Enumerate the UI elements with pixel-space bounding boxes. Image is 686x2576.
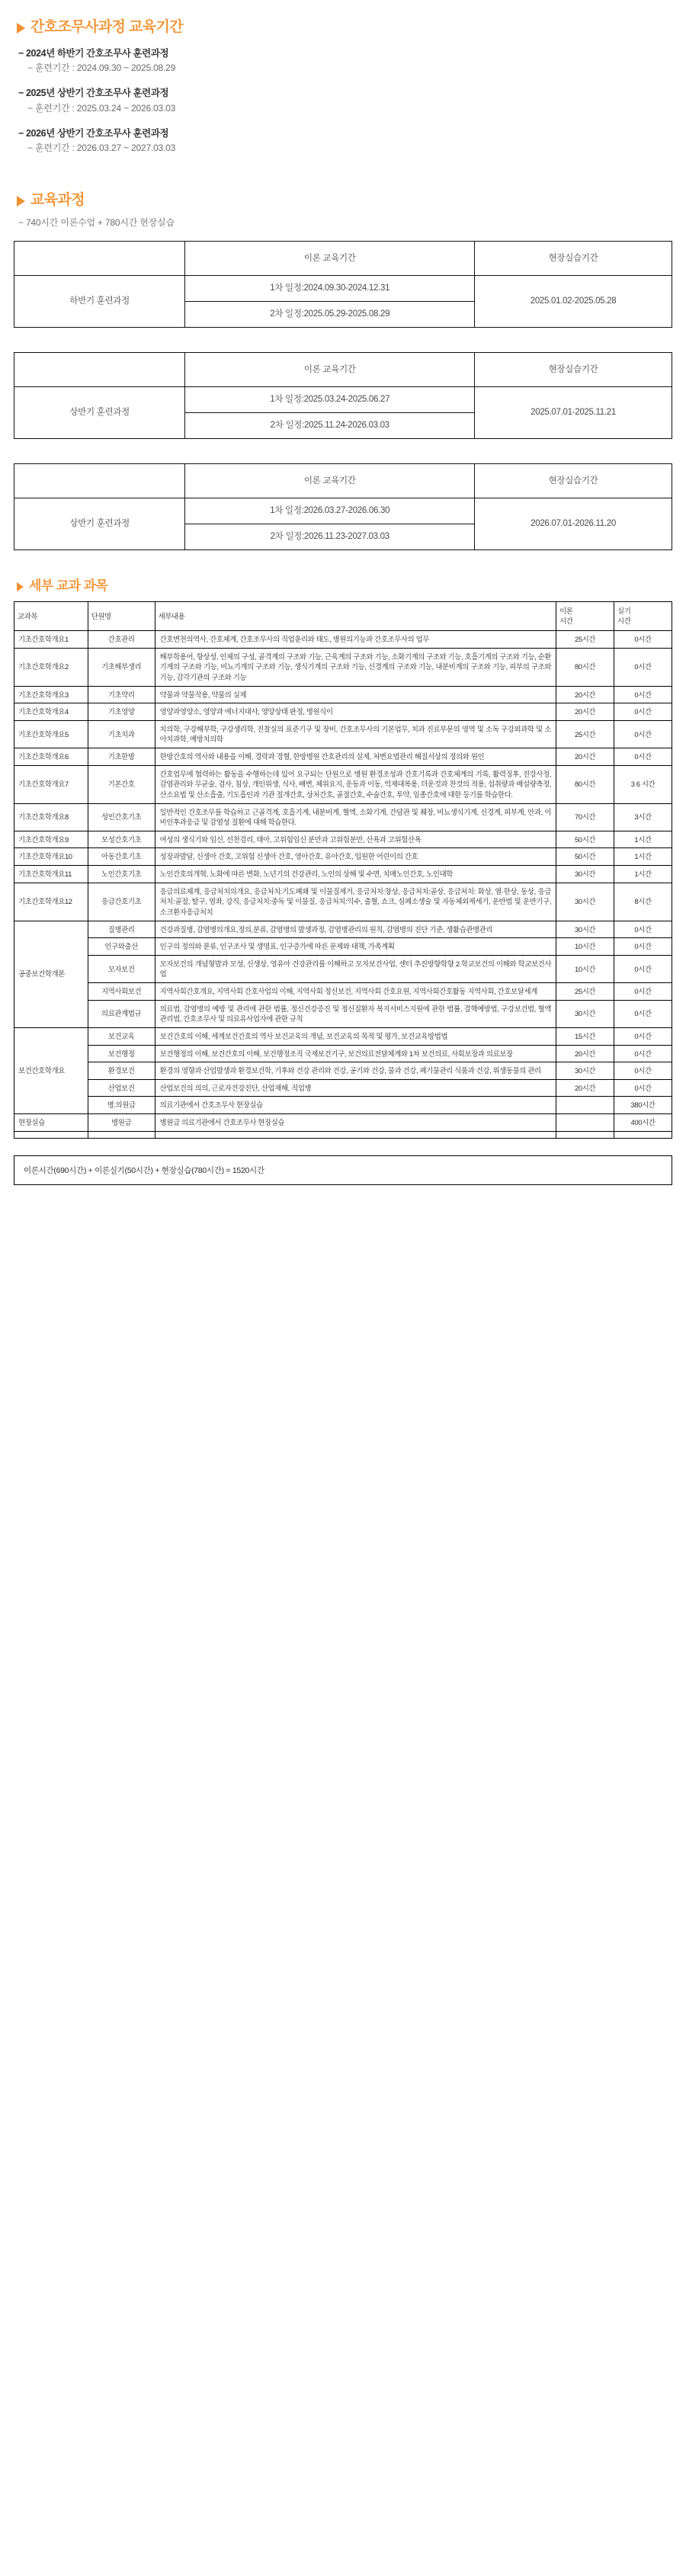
spacer (14, 564, 672, 579)
field-schedule: 2025.01.02-2025.05.28 (475, 276, 672, 328)
cell-subject: 기초간호학개요7 (14, 765, 88, 803)
column-header-field: 현장실습기간 (475, 464, 672, 498)
cell-unit: 기초약리 (88, 686, 155, 703)
table-row (14, 276, 672, 302)
cell-theory-hours: 25시간 (556, 983, 614, 1001)
field-schedule: 2025.07.01-2025.11.21 (475, 387, 672, 439)
table-row (14, 1131, 672, 1138)
section-title-curriculum: 교육과정 (30, 191, 85, 208)
section-title-subjects: 세부 교과 과목 (29, 578, 108, 594)
section-header-subjects (17, 579, 672, 594)
theory-schedule-2: 2차 일정:2025.11.24-2026.03.03 (185, 413, 475, 439)
cell-practice-hours: 400시간 (614, 1114, 672, 1132)
cell-practice-hours: 8시간 (614, 883, 672, 921)
column-header-subject: 교과목 (14, 601, 88, 630)
row-label: 하반기 훈련과정 (14, 276, 185, 328)
column-header-field: 현장실습기간 (475, 242, 672, 276)
triangle-bullet-icon (17, 582, 24, 591)
cell-practice-hours: 0시간 (614, 1045, 672, 1062)
cell-unit: 기본간호 (88, 765, 155, 803)
cell-subject: 기초간호학개요4 (14, 703, 88, 721)
cell-detail: 간호업무에 협력하는 활동을 수행하는데 있어 요구되는 단원으로 병원 환경조성과 간호기록과 간호체계의 기록, 활력징후, 진강사정, 감염관리와 무균술, 검사, 침상, 개인위생, 식사, 배변, 체위요지, 운동과 이동, 억제대복용, 더운것과 찬것의 적용, 섭취량과 배설량측정, 산소요법 및 산소흡출, 기도흡인과 기관 절개간호, 상처간호, 골절간호, 수술간호, 투약, 임종간호에 대한 등기를 학습한다. (155, 765, 556, 803)
cell-practice-hours: 0시간 (614, 983, 672, 1001)
cell-detail: 영양과영양소, 영양과 에너지대사, 영양상태 판정, 병원식이 (155, 703, 556, 721)
cell-subject: 기초간호학개요12 (14, 883, 88, 921)
cell-theory-hours: 10시간 (556, 955, 614, 982)
column-header-theory: 이론 교육기간 (185, 353, 475, 387)
cell-detail: 인구의 정의와 분류, 인구조사 및 생명표, 인구증가에 따른 문제와 대책, 가족계획 (155, 938, 556, 956)
theory-schedule-1: 1차 일정:2026.03.27-2026.06.30 (185, 498, 475, 524)
cell-subject: 기초간호학개요10 (14, 848, 88, 866)
schedule-table-3 (14, 463, 672, 550)
cell-unit: 지역사회보건 (88, 983, 155, 1001)
cell-subject (14, 1131, 88, 1138)
cell-theory-hours (556, 1114, 614, 1132)
cell-theory-hours: 30시간 (556, 883, 614, 921)
cell-unit: 모성간호기초 (88, 831, 155, 848)
cell-theory-hours (556, 1097, 614, 1114)
course-block-2024 (18, 46, 672, 76)
cell-detail: 의료법, 감염병의 예방 및 관리에 관한 법률, 정신건강증진 및 정신질환자 복지서비스지원에 관한 법률, 결핵예방법, 구강보건법, 혈액관리법, 간호조무사 및 의료유사업자에 관한 규칙 (155, 1000, 556, 1027)
table-row (14, 1062, 672, 1080)
cell-theory-hours: 50시간 (556, 831, 614, 848)
course-period: − 훈련기간 : 2025.03.24 ~ 2026.03.03 (27, 102, 176, 114)
table-row (14, 703, 672, 721)
column-header-detail: 세부내용 (155, 601, 556, 630)
cell-unit: 기초치과 (88, 720, 155, 748)
cell-detail: 약물과 약물작용, 약물의 실제 (155, 686, 556, 703)
cell-practice-hours: 0시간 (614, 1000, 672, 1027)
cell-unit: 보건행정 (88, 1045, 155, 1062)
course-period-text: 훈련기간 : 2026.03.27 ~ 2027.03.03 (34, 143, 176, 154)
cell-theory-hours: 30시간 (556, 866, 614, 883)
schedule-table-1 (14, 241, 672, 328)
cell-practice-hours: 0시간 (614, 921, 672, 938)
theory-schedule-1: 1차 일정:2025.03.24-2025.06.27 (185, 387, 475, 413)
cell-detail: 일반적인 간호조무를 학습하고 근골격계, 호흡기계, 내분비계, 혈액, 소화기계, 간담관 및 췌장, 비뇨생식기계, 신경계, 피부계, 안과, 이비인후과응급 및 감염성 질환에 대해 학습한다. (155, 803, 556, 831)
cell-subject: 기초간호학개요3 (14, 686, 88, 703)
schedule-table-2 (14, 352, 672, 439)
table-row (14, 1000, 672, 1027)
course-name-text: 2024년 하반기 간호조무사 훈련과정 (25, 47, 169, 59)
section-header-period (17, 20, 672, 36)
table-row (14, 955, 672, 982)
subjects-table (14, 601, 672, 1139)
cell-detail: 해부학용어, 항상성, 인체의 구성, 골격계의 구조와 기능, 근육계의 구조와 기능, 소화기계의 구조와 기능, 호흡기계의 구조와 기능, 순환기계의 구조와 기능, 비뇨기계의 구조와 기능, 생식기계의 구조와 기능, 신경계의 구조와 기능, 내분비계의 구조와 기능, 피부의 구조와 기능, 감각기관의 구조와 기능 (155, 648, 556, 686)
cell-theory-hours: 20시간 (556, 1079, 614, 1097)
table-header-row (14, 464, 672, 498)
cell-detail: 지역사회간호개요, 지역사회 간호사업의 이해, 지역사회 정신보건, 지역사회 간호요원, 지역사회간호활동 지역사회, 간호보달세계 (155, 983, 556, 1001)
course-block-2026 (18, 127, 672, 156)
table-row (14, 1097, 672, 1114)
cell-unit: 기초한방 (88, 748, 155, 766)
cell-practice-hours: 0시간 (614, 703, 672, 721)
corner-cell (14, 353, 185, 387)
row-label: 상반기 훈련과정 (14, 498, 185, 550)
cell-subject: 기초간호학개요2 (14, 648, 88, 686)
table-row (14, 387, 672, 413)
cell-detail: 보건행정의 이해, 보건간호의 이해, 보건행정조직 국제보건기구, 보건의료전달체계와 1차 보건의료, 사회보장과 의료보장 (155, 1045, 556, 1062)
table-header-row (14, 242, 672, 276)
cell-theory-hours: 70시간 (556, 803, 614, 831)
cell-detail: 의료기관에서 간호조무사 현장실습 (155, 1097, 556, 1114)
cell-theory-hours: 15시간 (556, 1027, 614, 1045)
course-block-2025 (18, 86, 672, 116)
cell-detail: 모자보건의 개념형발과 모성, 신생상, 영유아 건강관리를 이해하고 모자보건사업, 센터 추진방향학향 2.학교보건의 이해와 학교보건사업 (155, 955, 556, 982)
table-row (14, 848, 672, 866)
cell-unit: 기초해부생리 (88, 648, 155, 686)
cell-practice-hours: 0시간 (614, 748, 672, 766)
cell-unit: 환경보건 (88, 1062, 155, 1080)
cell-unit: 노인간호기초 (88, 866, 155, 883)
cell-practice-hours: 0시간 (614, 938, 672, 956)
cell-practice-hours: 380시간 (614, 1097, 672, 1114)
cell-unit: 아동간호기초 (88, 848, 155, 866)
theory-schedule-2: 2차 일정:2025.05.29-2025.08.29 (185, 302, 475, 328)
cell-practice-hours: 1시간 (614, 866, 672, 883)
column-header-theory: 이론 교육기간 (185, 464, 475, 498)
cell-unit: 응급간호기초 (88, 883, 155, 921)
cell-detail (155, 1131, 556, 1138)
cell-unit (88, 1131, 155, 1138)
cell-practice-hours: 0시간 (614, 686, 672, 703)
corner-cell (14, 242, 185, 276)
cell-practice-hours: 1시간 (614, 831, 672, 848)
cell-detail: 산업보건의 의의, 근로자건강진단, 산업재해, 직업병 (155, 1079, 556, 1097)
cell-unit: 질병관리 (88, 921, 155, 938)
course-period-text: 훈련기간 : 2025.03.24 ~ 2026.03.03 (34, 102, 176, 114)
cell-subject: 기초간호학개요8 (14, 803, 88, 831)
curriculum-note-text: 740시간 이론수업 + 780시간 현장실습 (25, 217, 175, 229)
cell-unit: 보건교육 (88, 1027, 155, 1045)
theory-schedule-2: 2차 일정:2026.11.23-2027.03.03 (185, 524, 475, 550)
cell-practice-hours: 0시간 (614, 648, 672, 686)
cell-theory-hours: 20시간 (556, 748, 614, 766)
course-name: − 2026년 상반기 간호조무사 훈련과정 (18, 128, 169, 139)
course-name: − 2024년 하반기 간호조무사 훈련과정 (18, 47, 169, 59)
table-row (14, 803, 672, 831)
table-row (14, 686, 672, 703)
cell-theory-hours: 10시간 (556, 938, 614, 956)
triangle-bullet-icon (17, 23, 25, 34)
table-row (14, 866, 672, 883)
column-header-theory: 이론 교육기간 (185, 242, 475, 276)
cell-subject: 기초간호학개요1 (14, 631, 88, 649)
theory-schedule-1: 1차 일정:2024.09.30-2024.12.31 (185, 276, 475, 302)
cell-unit: 기초영양 (88, 703, 155, 721)
cell-detail: 병원급 의료기관에서 간호조무사 현장실습 (155, 1114, 556, 1132)
course-name-text: 2025년 상반기 간호조무사 훈련과정 (25, 88, 169, 99)
row-label: 상반기 훈련과정 (14, 387, 185, 439)
cell-theory-hours: 20시간 (556, 703, 614, 721)
total-hours-summary: 이론시간(690시간) + 이론실기(50시간) + 현장실습(780시간) = 1520시간 (14, 1155, 672, 1185)
cell-practice-hours: 0시간 (614, 1079, 672, 1097)
cell-subject: 공중보건학개론 (14, 921, 88, 1027)
document-page (0, 0, 686, 1208)
table-row (14, 1027, 672, 1045)
field-schedule: 2026.07.01-2026.11.20 (475, 498, 672, 550)
cell-unit: 간호관리 (88, 631, 155, 649)
table-row (14, 648, 672, 686)
cell-theory-hours: 80시간 (556, 648, 614, 686)
course-name-text: 2026년 상반기 간호조무사 훈련과정 (25, 128, 169, 139)
cell-subject: 기초간호학개요11 (14, 866, 88, 883)
cell-theory-hours (556, 1131, 614, 1138)
cell-subject: 기초간호학개요6 (14, 748, 88, 766)
cell-theory-hours: 20시간 (556, 1045, 614, 1062)
cell-practice-hours: 0시간 (614, 720, 672, 748)
cell-practice-hours: 0시간 (614, 1027, 672, 1045)
cell-practice-hours: 0시간 (614, 631, 672, 649)
cell-detail: 응급의료체계, 응급처치의개요, 응급처치:기도폐쇄 및 이물질제거, 응급처치:창상, 응급처치:골상, 응급처치: 화상, 열·한상, 동상, 응급처치:골절, 탈구, 염좌, 강직, 응급처치:중독 및 이물질, 응급처치:익수, 출혈, 쇼크, 심폐소생술 및 자동체외제세기, 운반법 및 운반기구, 소크환자응급처치 (155, 883, 556, 921)
section-header-curriculum-overview (17, 193, 672, 209)
cell-theory-hours: 80시간 (556, 765, 614, 803)
cell-theory-hours: 25시간 (556, 631, 614, 649)
cell-detail: 보건간호의 이해, 세계보건간호의 역사 보건교육의 개념, 보건교육의 목적 및 평가, 보건교육방법법 (155, 1027, 556, 1045)
cell-detail: 치의학, 구강해부학, 구강생리학, 진찰실의 표준기구 및 장비, 간호조무사의 기본업무, 치과 진료부문의 영역 및 소독 구강외과학 및 소아치과학, 예방치의학 (155, 720, 556, 748)
column-header-unit: 단원명 (88, 601, 155, 630)
cell-unit: 의료관계법규 (88, 1000, 155, 1027)
cell-unit: 인구와출산 (88, 938, 155, 956)
course-period-text: 훈련기간 : 2024.09.30 ~ 2025.08.29 (34, 62, 176, 74)
table-row (14, 1079, 672, 1097)
table-row (14, 831, 672, 848)
table-row (14, 720, 672, 748)
cell-practice-hours: 1시간 (614, 848, 672, 866)
cell-unit: 모자보건 (88, 955, 155, 982)
cell-practice-hours: 3시간 (614, 803, 672, 831)
table-row (14, 748, 672, 766)
cell-theory-hours: 25시간 (556, 720, 614, 748)
spacer (14, 341, 672, 352)
table-row (14, 938, 672, 956)
cell-theory-hours: 30시간 (556, 921, 614, 938)
curriculum-note: − 740시간 이론수업 + 780시간 현장실습 (18, 217, 175, 229)
cell-subject: 기초간호학개요5 (14, 720, 88, 748)
table-row (14, 765, 672, 803)
course-period: − 훈련기간 : 2024.09.30 ~ 2025.08.29 (27, 62, 176, 74)
cell-subject: 보건간호학개요 (14, 1027, 88, 1113)
page-title: 간호조무사과정 교육기간 (30, 19, 183, 35)
cell-unit: 산업보건 (88, 1079, 155, 1097)
table-row (14, 983, 672, 1001)
table-row (14, 921, 672, 938)
course-period: − 훈련기간 : 2026.03.27 ~ 2027.03.03 (27, 143, 176, 154)
cell-detail: 환경의 영향과 산업발생과 환경보건학, 기후와 건강 관리와 건강, 공기와 건강, 물과 건강, 폐기물관리 식품과 건강, 위생동물의 관리 (155, 1062, 556, 1080)
table-row (14, 631, 672, 649)
cell-practice-hours (614, 1131, 672, 1138)
cell-practice-hours: 3 6 시간 (614, 765, 672, 803)
course-name: − 2025년 상반기 간호조무사 훈련과정 (18, 88, 169, 99)
cell-unit: 병원급 (88, 1114, 155, 1132)
table-header-row (14, 601, 672, 630)
cell-unit: 병.의원급 (88, 1097, 155, 1114)
cell-detail: 간호변천의역사, 간호체계, 간호조무사의 직업윤리와 태도, 병원의기능과 간호조무사의 업무 (155, 631, 556, 649)
corner-cell (14, 464, 185, 498)
triangle-bullet-icon (17, 196, 25, 207)
cell-detail: 성장과발달, 신생아 간호, 고위험 신생아 간호, 영아간호, 유아간호, 입원한 어린이의 간호 (155, 848, 556, 866)
column-header-theory-hours: 이론 시간 (556, 601, 614, 630)
cell-detail: 건강과질병, 감염병의개요,정의,분류, 감염병의 발생과정, 감염병관리의 원칙, 감염병의 진단 기준, 생활습관병관리 (155, 921, 556, 938)
spacer (14, 167, 672, 193)
table-row (14, 1045, 672, 1062)
cell-theory-hours: 20시간 (556, 686, 614, 703)
cell-subject: 현장실습 (14, 1114, 88, 1132)
cell-subject: 기초간호학개요9 (14, 831, 88, 848)
column-header-field: 현장실습기간 (475, 353, 672, 387)
cell-detail: 여성의 생식기와 임신, 선천검리, 태아, 고위험임신 분만과 고위험분만, 산욕과 고위험산욕 (155, 831, 556, 848)
cell-unit: 성인간호기초 (88, 803, 155, 831)
cell-practice-hours: 0시간 (614, 1062, 672, 1080)
cell-detail: 노인간호의개혁, 노화에 따른 변화, 노년기의 건강관리, 노인의 상해 및 수면, 치매노인간호, 노인대학 (155, 866, 556, 883)
cell-theory-hours: 30시간 (556, 1062, 614, 1080)
spacer (14, 453, 672, 463)
column-header-practice-hours: 실기 시간 (614, 601, 672, 630)
table-row (14, 498, 672, 524)
table-header-row (14, 353, 672, 387)
cell-practice-hours: 0시간 (614, 955, 672, 982)
cell-theory-hours: 50시간 (556, 848, 614, 866)
cell-theory-hours: 30시간 (556, 1000, 614, 1027)
table-row (14, 1114, 672, 1132)
table-row (14, 883, 672, 921)
cell-detail: 한방간호의 역사와 내용을 이해, 경락과 경혈, 한방병원 간호관리의 실제, 처변요법관리 해질서상의 정의와 원인 (155, 748, 556, 766)
